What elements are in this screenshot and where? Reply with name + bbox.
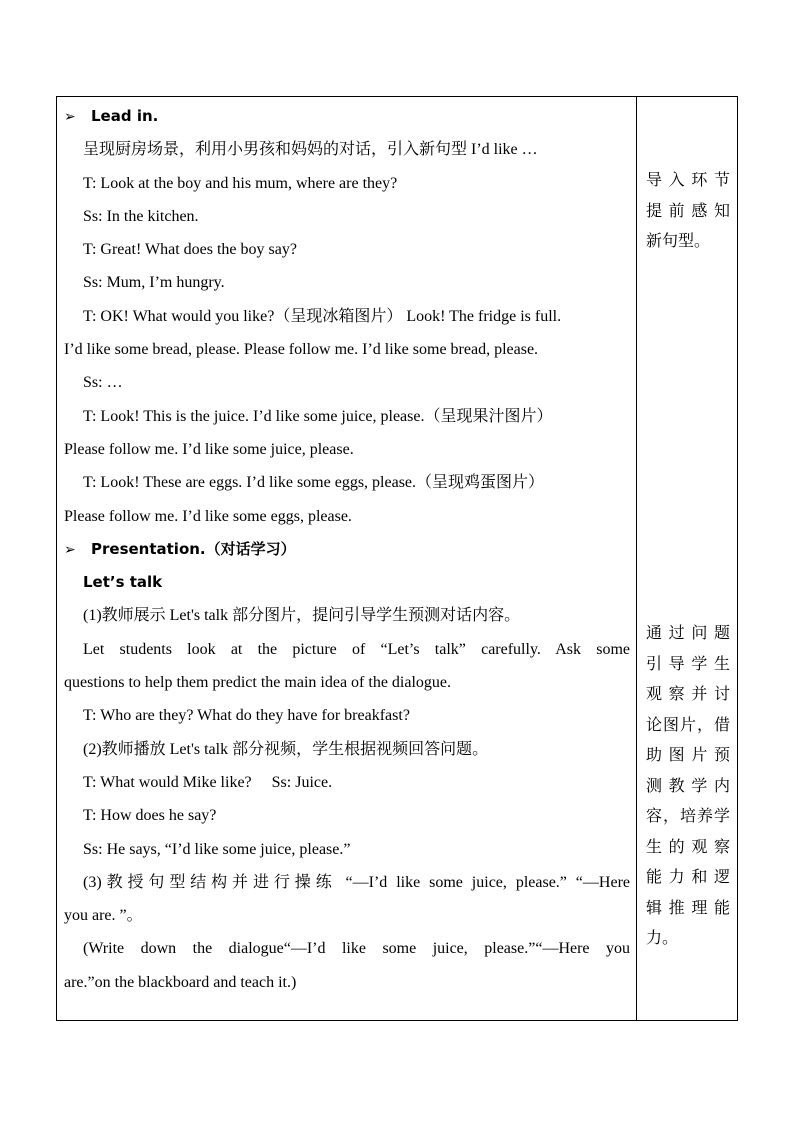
text-line: (3)教授句型结构并进行操练 “—I’d like some juice, please.” “—Here [83,873,630,891]
side-note-line: 提 前 感 知 [646,202,730,220]
side-note-line: 论图片，借 [646,716,730,734]
text-line: Please follow me. I’d like some juice, please. [64,440,354,458]
side-note-line: 力。 [646,930,679,947]
side-note-presentation [646,619,730,955]
arrow-bullet-icon: ➢ [64,109,76,125]
text-line: Ss: … [83,374,123,392]
side-note-line: 新句型。 [646,233,711,250]
text-line: Ss: He says, “I’d like some juice, please.” [83,840,351,858]
section-lead-in: ➢ Lead in. [64,100,630,133]
text-line: (2)教师播放 Let's talk 部分视频，学生根据视频回答问题。 [83,740,489,758]
side-note-line: 导 入 环 节 [646,172,730,189]
text-line: Ss: Mum, I’m hungry. [83,274,225,292]
text-line: 呈现厨房场景，利用小男孩和妈妈的对话，引入新句型 I’d like … [83,141,538,159]
text-line: Please follow me. I’d like some eggs, please. [64,507,352,525]
text-line: T: What would Mike like? Ss: Juice. [83,773,333,791]
text-line: T: How does he say? [83,807,217,825]
text-line: you are. ”。 [64,907,143,925]
side-note-line: 生 的 观 察 [646,838,730,856]
text-line: Let students look at the picture of “Let’s talk” carefully. Ask some [83,640,630,658]
arrow-bullet-icon: ➢ [64,541,76,558]
side-note-line: 观 察 并 讨 [646,686,730,703]
side-note-lead-in [646,166,730,258]
text-line: T: Who are they? What do they have for breakfast? [83,707,410,725]
side-note-line: 测 教 学 内 [646,777,730,795]
text-line: I’d like some bread, please. Please follow me. I’d like some bread, please. [64,341,539,359]
text-line: (Write down the dialogue“—I’d like some juice, please.”“—Here you [83,940,630,958]
main-content [64,100,630,999]
text-line: questions to help them predict the main idea of the dialogue. [64,674,452,692]
text-line: T: Look! These are eggs. I’d like some eggs, please.（呈现鸡蛋图片） [83,474,545,492]
side-note-line: 能 力 和 逻 [646,869,730,886]
text-line: (1)教师展示 Let's talk 部分图片，提问引导学生预测对话内容。 [83,607,521,625]
section-presentation: ➢ Presentation.（对话学习） [64,533,630,566]
side-note-line: 辑 推 理 能 [646,899,730,917]
text-line: are.”on the blackboard and teach it.) [64,973,297,991]
text-line: T: Look at the boy and his mum, where are they? [83,174,398,192]
text-line: T: Look! This is the juice. I’d like some juice, please.（呈现果汁图片） [83,407,553,425]
column-divider [636,96,637,1021]
side-note-line: 容，培养学 [646,808,730,825]
side-note-line: 通 过 问 题 [646,625,730,642]
side-note-line: 助 图 片 预 [646,747,730,764]
text-line: T: OK! What would you like?（呈现冰箱图片） Look! The fridge is full. [83,307,562,325]
side-note-line: 引 导 学 生 [646,655,730,673]
text-line: Ss: In the kitchen. [83,207,199,225]
subheading-lets-talk: Let’s talk [83,573,163,592]
text-line: T: Great! What does the boy say? [83,241,297,259]
